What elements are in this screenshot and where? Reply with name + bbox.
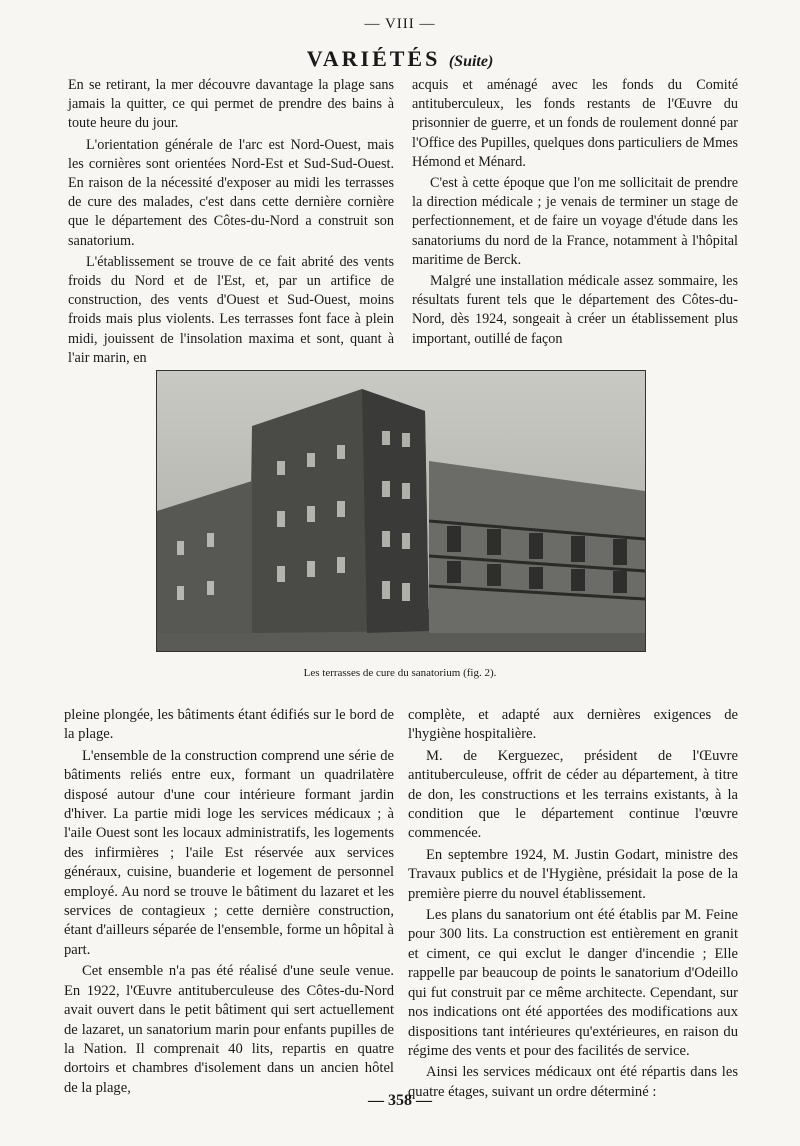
paragraph: Ainsi les services médicaux ont été répartis dans les quatre étages, suivant un ordre déterminé : <box>408 1064 738 1100</box>
section-title-text: VARIÉTÉS <box>306 46 441 71</box>
column-bottom-right <box>408 706 738 1104</box>
sanatorium-building-illustration <box>157 371 645 651</box>
sanatorium-photo <box>156 370 646 652</box>
paragraph: En septembre 1924, M. Justin Godart, ministre des Travaux publics et de l'Hygiène, présidait la pose de la première pierre du nouvel établissement. <box>408 846 738 902</box>
column-bottom-left <box>64 706 394 1100</box>
paragraph: complète, et adapté aux dernières exigences de l'hygiène hospitalière. <box>408 707 738 743</box>
paragraph: M. de Kerguezec, président de l'Œuvre antituberculeuse, offrit de céder au département, à titre de don, les constructions et les terrains existants, à la condition que le département continue l'œuvre commencée. <box>408 747 738 842</box>
section-title <box>0 46 800 72</box>
paragraph: Les plans du sanatorium ont été établis par M. Feine pour 300 lits. La construction est entièrement en granit et ciment, ce qui exclut le danger d'incendie ; Elle rappelle par beaucoup de points le sanatorium d'Odeillo qui fut construit par ce même architecte. Cependant, sur nos indications ont été apportées des modifications aux dispositions tant intérieures qu'extérieures, en raison du régime des vents et pour des facilités de service. <box>408 907 738 1059</box>
paragraph: acquis et aménagé avec les fonds du Comité antituberculeux, les fonds restants de l'Œuvre du prisonnier de guerre, et un fonds de roulement donné par l'Office des Pupilles, quelques dons particuliers de Mmes Hémond et Ménard. <box>412 77 738 170</box>
paragraph: L'ensemble de la construction comprend une série de bâtiments reliés entre eux, formant un quadrilatère disposé autour d'une cour intérieure formant jardin d'hiver. La partie midi loge les services médicaux ; à l'aile Ouest sont les locaux administratifs, les logements des infirmières ; l'aile Est réservée aux services généraux, cuisine, buanderie et logement de personnel employé. Au nord se trouve le bâtiment du lazaret et les services de contagieux ; cette dernière construction, étant d'ailleurs séparée de l'ensemble, forme un hôpital à part. <box>64 747 394 958</box>
paragraph: pleine plongée, les bâtiments étant édifiés sur le bord de la plage. <box>64 707 394 743</box>
paragraph: C'est à cette époque que l'on me sollicitait de prendre la direction médicale ; je venais de terminer un stage de perfectionnement, et de faire un voyage d'étude dans les sanatoriums du nord de la France, notamment à l'hôpital maritime de Berck. <box>412 175 738 268</box>
paragraph: L'établissement se trouve de ce fait abrité des vents froids du Nord et de l'Est, et, par un artifice de construction, des vents d'Ouest et Sud-Ouest, moins froids mais plus violents. Les terrasses font face à plein midi, jouissent de l'insolation maxima et sont, quant à l'air marin, en <box>68 253 394 366</box>
figure-caption: Les terrasses de cure du sanatorium (fig. 2). <box>303 667 497 679</box>
header-page-number: — VIII — <box>364 16 436 32</box>
paragraph: Malgré une installation médicale assez sommaire, les résultats furent tels que le département des Côtes-du-Nord, dès 1924, songeait à créer un établissement plus important, outillé de façon <box>412 273 738 347</box>
column-top-right <box>412 76 738 351</box>
section-title-suite: (Suite) <box>448 53 494 70</box>
column-top-left <box>68 76 394 370</box>
paragraph: L'orientation générale de l'arc est Nord-Ouest, mais les cornières sont orientées Nord-Est et Sud-Sud-Ouest. En raison de la nécessité d'exposer au midi les terrasses de cure des malades, c'est dans cette dernière cornière que le département des Côtes-du-Nord a construit son sanatorium. <box>68 136 394 249</box>
paragraph: Cet ensemble n'a pas été réalisé d'une seule venue. En 1922, l'Œuvre antituberculeuse des Côtes-du-Nord avait ouvert dans le petit bâtiment qui sert actuellement de lazaret, un sanatorium marin pour enfants pupilles de la Nation. Il comprenait 40 lits, repartis en quatre dortoirs et chambres d'isolement dans un ancien hôtel de la plage, <box>64 963 394 1096</box>
footer-page-number: — 358 — <box>368 1092 432 1109</box>
paragraph: En se retirant, la mer découvre davantage la plage sans jamais la quitter, ce qui permet de prendre des bains à toute heure du jour. <box>68 77 394 132</box>
